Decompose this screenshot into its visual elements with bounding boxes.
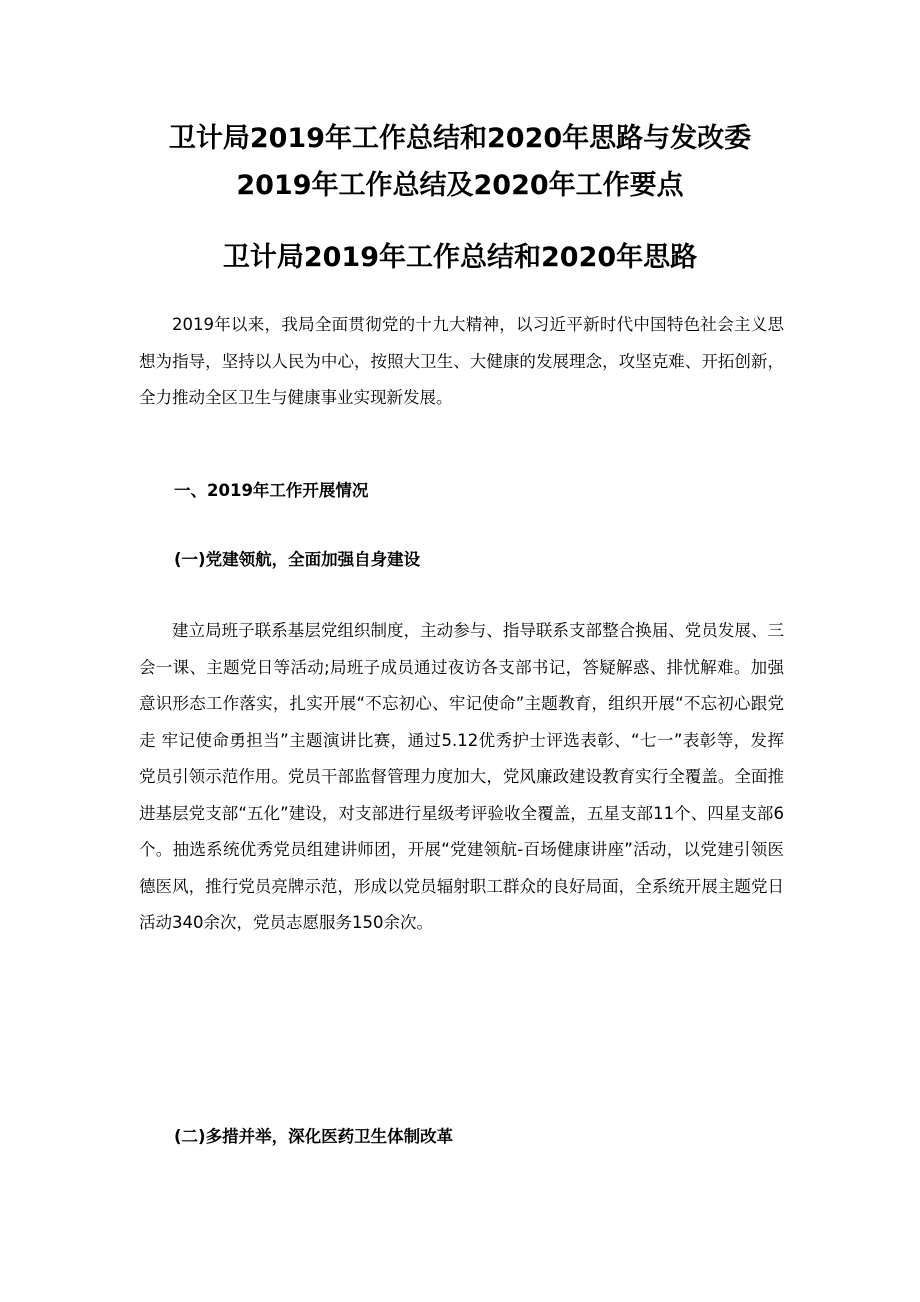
party-building-paragraph: 建立局班子联系基层党组织制度，主动参与、指导联系支部整合换届、党员发展、三会一课、主题党日等活动;局班子成员通过夜访各支部书记，答疑解惑、排忧解难。加强意识形态工作落实，扎实开展“不忘初心、牢记使命”主题教育，组织开展“不忘初心跟党走 牢记使命勇担当”主题演讲比赛，通过5.12优秀护士评选表彰、“七一”表彰等，发挥党员引领示范作用。党员干部监督管理力度加大，党风廉政建设教育实行全覆盖。全面推进基层党支部“五化”建设，对支部进行星级考评验收全覆盖，五星支部11个、四星支部6个。抽选系统优秀党员组建讲师团，开展“党建领航-百场健康讲座”活动，以党建引领医德医风，推行党员亮牌示范，形成以党员辐射职工群众的良好局面，全系统开展主题党日活动340余次，党员志愿服务150余次。 bbox=[139, 621, 784, 932]
subsection-heading-medical-reform: (二)多措并举，深化医药卫生体制改革 bbox=[174, 1127, 454, 1146]
document-title-line-2: 2019年工作总结及2020年工作要点 bbox=[236, 170, 684, 201]
document-title-line-1: 卫计局2019年工作总结和2020年思路与发改委 bbox=[168, 123, 752, 154]
section-heading-work-status: 一、2019年工作开展情况 bbox=[174, 481, 369, 500]
intro-paragraph: 2019年以来，我局全面贯彻党的十九大精神，以习近平新时代中国特色社会主义思想为指导，坚持以人民为中心，按照大卫生、大健康的发展理念，攻坚克难、开拓创新，全力推动全区卫生与健康事业实现新发展。 bbox=[139, 315, 784, 407]
subsection-heading-party-building: (一)党建领航，全面加强自身建设 bbox=[174, 550, 421, 569]
document-subtitle: 卫计局2019年工作总结和2020年思路 bbox=[222, 242, 698, 273]
